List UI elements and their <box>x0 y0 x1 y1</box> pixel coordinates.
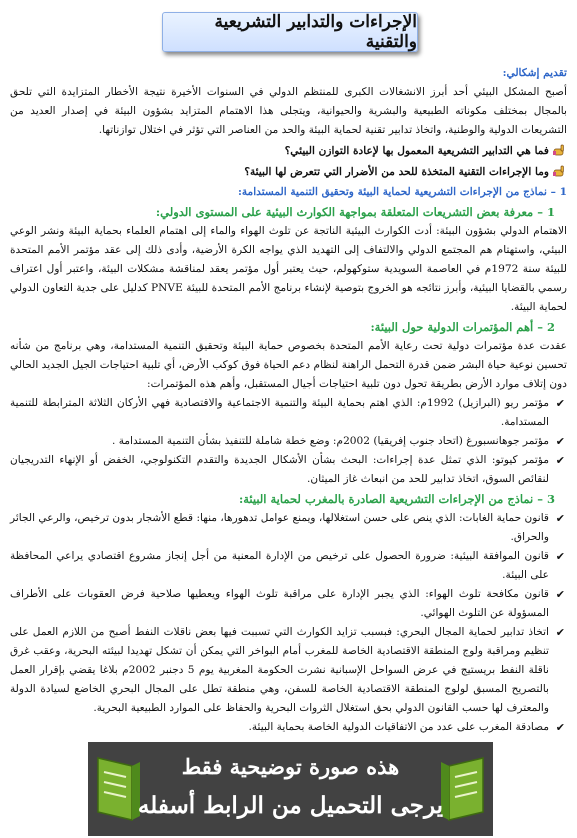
intro-paragraph: أصبح المشكل البيئي أحد أبرز الانشغالات الكبرى للمنتظم الدولي في السنوات الأخيرة نتيجة الأخطار المتزايدة التي تلحق بالمجال بمختلف مكوناته الطبيعية والبشرية والحيوانية، ويتجلى هذا الاهتمام المتزايد بشؤون البيئة في إصدار العديد من التشريعات الدولية والوطنية، واتخاذ تدابير تقنية لحماية البيئة والحد من العناصر التي تؤثر في اختلال توازناتها. <box>10 86 567 136</box>
check-mark-icon: ✔ <box>555 588 565 601</box>
question-text: فما هي التدابير التشريعية المعمول بها لإعادة التوازن البيئي؟ <box>284 145 549 157</box>
check-mark-icon: ✔ <box>555 512 565 525</box>
pointing-hand-icon <box>553 165 567 178</box>
check-mark-icon: ✔ <box>555 435 565 448</box>
subsection-paragraph: الاهتمام الدولي بشؤون البيئة: أدت الكوارث البيئية الناتجة عن تلوث الهواء والماء إلى اهتمام العلماء بحماية البيئة ونشر الوعي البيئي، واستهتام هم المجتمع الدولي والالتفاف إلى التهديد الذي يواجه الكرة الأرضية، وأدى ذلك إلى عقد مؤتمر الأمم المتحدة للبيئة سنة 1972م في العاصمة السويدية ستوكهولم، حيث يعتبر أول مؤتمر يعقد لمناقشة مشكلات البيئة، واعتبر أول اعتراف رسمي بالقضايا البيئية، وأبرز نتائجه هو الخروج بتوصية لإنشاء برنامج الأمم المتحدة للبيئة PNVE كدليل على جدية التعاون الدولي لحماية البيئة. <box>10 225 568 313</box>
subsection-paragraph: عقدت عدة مؤتمرات دولية تحت رعاية الأمم المتحدة بخصوص حماية البيئة وتحقيق التنمية المستدامة، وهي برنامج من شأنه تحسين نوعية حياة البشر ضمن قدرة التحمل الراهنة لنظام دعم الحياة فوق كوكب الأرض، أي تلبية احتياجات الجيل الجديد الحالي دون إتلاف موارد الأرض بطريقة تحول دون تلبية احتياجات أجيال المستقبل، وأهم هذه المؤتمرات: <box>10 340 567 390</box>
question-item <box>10 142 567 161</box>
list-item-text: قانون الموافقة البيئية: ضرورة الحصول على ترخيص من الإدارة المعنية من أجل إنجاز مشروع اقتصادي يراعي المحافظة على البيئة. <box>10 550 549 581</box>
list-item <box>10 394 567 432</box>
watermark-line-1: هذه صورة توضيحية فقط <box>181 754 400 779</box>
question-text: وما الإجراءات التقنية المتخذة للحد من الأضرار التي تتعرض لها البيئة؟ <box>244 166 549 178</box>
list-item <box>10 451 567 489</box>
subsection-heading: 3 – نماذج من الإجراءات التشريعية الصادرة بالمغرب لحماية البيئة: <box>238 492 555 506</box>
question-item <box>10 163 567 182</box>
list-item-text: مؤتمر ريو (البرازيل) 1992م: الذي اهتم بحماية البيئة والتنمية الاجتماعية والاقتصادية فهي الأركان الثلاثة المترابطة للتنمية المستدامة. <box>10 397 549 428</box>
watermark-line-2: يرجى التحميل من الرابط أسفله <box>137 792 444 819</box>
subsection-heading: 1 – معرفة بعض التشريعات المتعلقة بمواجهة الكوارث البيئية على المستوى الدولي: <box>155 205 555 219</box>
check-mark-icon: ✔ <box>555 397 565 410</box>
page-title <box>162 12 418 52</box>
list-item-text: مؤتمر جوهانسبورغ (اتحاد جنوب إفريقيا) 2002م: وضع خطة شاملة للتنفيذ بشأن التنمية المستدامة . <box>111 435 549 447</box>
list-item-text: مصادقة المغرب على عدد من الاتفاقيات الدولية الخاصة بحماية البيئة. <box>248 721 549 733</box>
preview-watermark-banner <box>88 742 493 836</box>
list-item <box>10 623 567 718</box>
subsection-heading: 2 – أهم المؤتمرات الدولية حول البيئة: <box>370 320 555 334</box>
list-item-text: اتخاذ تدابير لحماية المجال البحري: فبسبب تزايد الكوارث التي تسببت فيها بعض ناقلات النفط أصبح من اللازم العمل على تنظيم ومراقبة ولوج المنطقة الاقتصادية الخاصة للمغرب أمام البواخر التي يمكن أن تشكل تهديدا لبيئته البحرية، وعقب غرق ناقلة النفط بريستيج في عرض السواحل الإسبانية نشرت الحكومة المغربية يوم 5 دجنبر 2002م بلاغا يقضي بإقرار العمل بالتصريح المسبق لولوج المنطقة الاقتصادية الخاصة للسفن، وهي منطقة تطل على المجال البحري الخاضع لسيادة الدولة والمعترف لها حسب القانون الدولي بحق استغلال الثروات البحرية والحفاظ على الموارد الطبيعية البحرية. <box>10 626 549 714</box>
pointing-hand-icon <box>553 144 567 157</box>
page-title-text: الإجراءات والتدابير التشريعية والتقنية <box>214 12 417 52</box>
list-item-text: مؤتمر كيوتو: الذي تمثل عدة إجراءات: البحث بشأن الأشكال الجديدة والتقدم التكنولوجي، الخفض أو الإنهاء التدريجيان لنقائص السوق، اتخاذ تدابير للحد من انبعاث غاز الميثان. <box>10 454 549 485</box>
check-mark-icon: ✔ <box>555 721 565 734</box>
list-item <box>10 718 567 737</box>
check-mark-icon: ✔ <box>555 626 565 639</box>
document-body <box>10 64 567 737</box>
list-item <box>10 585 567 623</box>
check-mark-icon: ✔ <box>555 550 565 563</box>
check-mark-icon: ✔ <box>555 454 565 467</box>
list-item-text: قانون مكافحة تلوث الهواء: الذي يجبر الإدارة على مراقبة تلوث الهواء ويعطيها صلاحية فرض العقوبات على الأطراف المسؤولة عن التلوث الهوائي. <box>10 588 549 619</box>
list-item <box>10 547 567 585</box>
section-heading: 1 – نماذج من الإجراءات التشريعية لحماية البيئة وتحقيق التنمية المستدامة: <box>237 186 567 198</box>
list-item-text: قانون حماية الغابات: الذي ينص على حسن استغلالها، ويمنع عوامل تدهورها، منها: قطع الأشجار بدون ترخيص، والرعي الجائر والحراق. <box>10 512 549 543</box>
list-item <box>10 509 567 547</box>
list-item <box>10 432 567 451</box>
intro-heading: تقديم إشكالي: <box>502 67 567 79</box>
